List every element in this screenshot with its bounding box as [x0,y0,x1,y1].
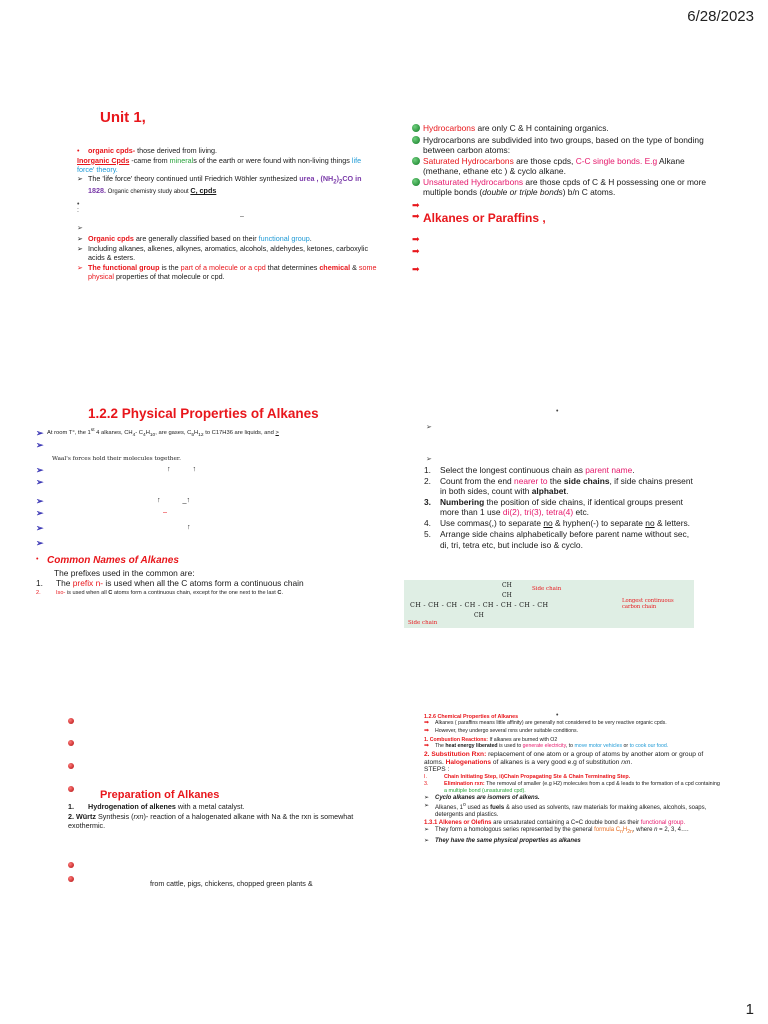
para-inorganic-cpds: Inorganic Cpds -came from minerals of the earth or were found with non-living things life force' theory. [77,155,362,174]
slide-title: Unit 1, [100,109,146,126]
page-date: 6/28/2023 [687,8,754,25]
bullet-same-properties: ➢ They have the same physical properties as alkanes [424,837,581,844]
para-from-cattle: from cattle, pigs, chickens, chopped green plants & [150,879,313,888]
diagram-ch2-mid: CH [502,592,512,599]
item-prefix-n: 1. The prefix n- is used when all the C atoms form a continuous chain [36,578,304,589]
red-bullet-icon [68,716,74,727]
slide-title: 1.2.2 Physical Properties of Alkanes [88,406,319,421]
diagram-longest-chain-label: Longest continuous carbon chain [622,598,674,610]
para-waals-forces: Waal's forces hold their molecules together. [52,455,181,462]
green-bullet-icon [412,124,420,132]
bullet-including: ➢ Including alkanes, alkenes, alkynes, aromatics, alcohols, aldehydes, ketones, carboxylic acids & esters. [77,244,369,262]
bullet-functional-group: ➢ The functional group is the part of a molecule or a cpd that determines chemical & some physical properties of that molecule or cpd. [77,262,377,281]
red-bullet-icon [68,874,74,885]
empty-arrow-bullet: ➢ [36,537,44,548]
bullet-cyclo-isomers: ➢ Cyclo alkanes are isomers of alkens. [424,795,540,802]
slide-title: 1.2.6 Chemical Properties of Alkanes [424,714,519,720]
slide-naming-rules: • ➢ ➢ 1. Select the longest continuous chain as parent name. 2. Count from the end nearer to the side chains, if side chains present in both sides, count with alphabet. 3. Numbering the position of side chains, if identical groups present more than 1 use di(2), tri(3), tetra(4) etc. 4. Use commas(,) to separate no & hyphen(-) to separate no & letters. 5. Arrange side chains alphabetically before parent name without sec, di, tri, tetra etc, but include iso & cyclo. CH CH Side chain CH - CH - CH - CH - CH - CH - CH - CH Longest continuous carbon chain Side chain CH [400,398,760,628]
red-bullet-icon [68,784,74,795]
empty-arrow-bullet: ➢ ↑ _↑ [36,494,191,506]
slide-unit-1: Unit 1, • organic cpds- those derived from living. Inorganic Cpds -came from minerals of the earth or were found with non-living things life force' theory. ➢ The 'life force' theory continued until Friedrich Wöhler synthesized urea , $(NH_2)_2CO$ in 1828. Organic chemistry study about C, cpds ➢ Organic cpds are generally classified based on their functional group. ➢ Including alkanes, alkenes, alkynes, aromatics, alcohols, aldehydes, ketones, carboxylic acids & esters. ➢ The functional group is the part of a molecule or a cpd that determines chemical & some physical properties of that molecule or cpd. • : – ➢ [77,109,377,281]
diagram-ch3-bottom: CH [474,612,484,619]
rule-numbering: 3. Numbering the position of side chains, if identical groups present more than 1 use di(2), tri(3), tetra(4) etc. [424,497,683,518]
combustion-heading: 1. Combustion Reactions: If alkanes are burned with O2 [424,736,558,743]
bullet-fuels: ➢ Alkanes, 1$^o$ used as fuels & also used as solvents, raw materials for making alkenes, alcohols, soaps, detergents and plastics. [424,802,707,819]
diagram-side-chain-label-bottom: Side chain [408,620,438,626]
alkenes-olefins: 1.3.1 Alkenes or Olefins are unsaturated containing a C=C double bond as their functional group. [424,820,686,827]
empty-arrow-bullet: ➡ [412,233,420,244]
item-hydrogenation: 1. Hydrogenation of alkenes with a metal catalyst. [68,802,245,811]
bullet-low-reactivity: ➡ Alkanes ( paraffins means little affinity) are generally not considered to be very reactive organic cpds. [424,720,667,727]
item-prefix-iso: 2. Iso- is used when all C atoms form a continuous chain, except for the one next to the last C. [36,589,284,596]
bullet-life-force: ➢ The 'life force' theory continued until Friedrich Wöhler synthesized urea , $(NH_2)_2CO$ in 1828. Organic chemistry study about C, cpds [77,174,362,196]
empty-arrow-bullet: ➡ [412,199,420,210]
step-elimination: 3. Elimination rxn: The removal of smaller (e.g H2) molecules from a cpd & leads to the formation of a cpd containing a multiple bond (unsaturated cpd). [424,781,720,794]
slide-hydrocarbons [400,95,760,325]
bullet-classification: ➢ Organic cpds are generally classified based on their functional group. [77,234,312,244]
bullet-subdivided: Hydrocarbons are subdivided into two groups, based on the type of bonding between carbon atoms: [412,135,712,155]
heading-alkanes: ➡ Alkanes or Paraffins , [412,211,546,226]
red-bullet-icon [68,860,74,871]
green-bullet-icon [412,157,420,165]
green-bullet-icon [412,136,420,144]
bullet-unsaturated: Unsaturated Hydrocarbons are those cpds of C & H possessing one or more multiple bonds (double or triple bonds) b/n C atoms. [412,177,712,197]
empty-arrow-bullet: ➢ [36,476,44,487]
bullet-room-temperature: ➢ At room T°, the 1st 4 alkanes, $CH_4-$ $C_4H_{10}$, are gases, $C_5H_{12}$ to C17H36 are liquids, and > [36,428,279,439]
red-bullet-icon [68,761,74,772]
slide-preparation [32,702,392,932]
empty-arrow-bullet: ➡ [412,264,420,275]
heading-common-names: • Common Names of Alkanes [36,553,179,566]
bullet-homologous: ➢ They form a homologous series represented by the general formula $C_nH_{2n}$, where n = 2, 3, 4…. [424,827,689,836]
slide-chemical-properties: • 1.2.6 Chemical Properties of Alkanes ➡ Alkanes ( paraffins means little affinity) are generally not considered to be very reactive organic cpds. ➡ However, they undergo several rxns under suitable conditions. 1. Combustion Reactions: If alkanes are burned with O2 ➡ The heat energy liberated is used to generate electricity, to move motor vehicles or to cook our food. 2. Substitution Rxn: replacement of one atom or a group of atoms by another atom or group of atoms. Halogenations of alkanes is a very good e.g of substitution rxn. STEPS : I. Chain Initiating Step, ii)Chain Propagating Ste & Chain Terminating Step. 3. Elimination rxn: The removal of smaller (e.g H2) molecules from a cpd & leads to the formation of a cpd containing a multiple bond (unsaturated cpd). ➢ Cyclo alkanes are isomers of alkens. ➢ Alkanes, 1$^o$ used as fuels & also used as solvents, raw materials for making alkenes, alcohols, soaps, detergents and plastics. 1.3.1 Alkenes or Olefins are unsaturated containing a C=C double bond as their functional group. ➢ They form a homologous series represented by the general formula $C_nH_{2n}$, where n = 2, 3, 4…. ➢ They have the same physical properties as alkanes [424,712,720,844]
bullet-undergo-rxns: ➡ However, they undergo several rxns under suitable conditions. [424,728,579,735]
empty-arrow-bullet: ➢ – [36,506,167,518]
green-bullet-icon [412,178,420,186]
page-number: 1 [745,1001,754,1018]
red-bullet-icon [68,738,74,749]
rule-alphabetical: 5. Arrange side chains alphabetically before parent name without sec, di, tri, tetra etc, but include iso & cyclo. [424,529,690,550]
rule-count-from-end: 2. Count from the end nearer to the side chains, if side chains present in both sides, count with alphabet. [424,476,693,497]
substitution-rxn: 2. Substitution Rxn: replacement of one atom or a group of atoms by another atom or group of atoms. Halogenations of alkanes is a very good e.g of substitution rxn. [424,750,704,766]
empty-arrow-bullet: ➡ [412,245,420,256]
diagram-side-chain-label: Side chain [532,586,562,592]
diagram-main-chain: CH - CH - CH - CH - CH - CH - CH - CH [410,601,549,609]
slide-title: Preparation of Alkanes [100,789,220,801]
bullet-organic-cpds: • organic cpds- those derived from living. [77,146,218,155]
diagram-ch3-top: CH [502,582,512,589]
empty-arrow-bullet: ➢ ↑ ↑ [36,464,197,475]
side-chain-diagram [404,580,694,628]
steps-label: STEPS : [424,766,450,774]
rule-commas-hyphens: 4. Use commas(,) to separate no & hyphen(-) to separate no & letters. [424,518,690,529]
bullet-saturated: Saturated Hydrocarbons are those cpds, C-C single bonds. E.g Alkane (methane, ethane etc ) & cyclo alkane. [412,156,712,176]
item-wurtz: 2. Würtz Synthesis (rxn)- reaction of a halogenated alkane with Na & the rxn is somewhat exothermic. [68,811,354,830]
rule-longest-chain: 1. Select the longest continuous chain as parent name. [424,465,635,475]
slide-physical-properties [32,398,392,628]
step-chain-initiating: I. Chain Initiating Step, ii)Chain Propagating Ste & Chain Terminating Step. [424,774,631,781]
bullet-hydrocarbons: Hydrocarbons are only C & H containing organics. [412,123,712,134]
empty-arrow-bullet: ➢ ↑ [36,521,191,533]
para-prefixes-intro: The prefixes used in the common are: [54,568,195,578]
bullet-heat-energy: ➡ The heat energy liberated is used to generate electricity, to move motor vehicles or to cook our food. [424,742,669,749]
empty-arrow-bullet: ➢ [36,439,44,450]
